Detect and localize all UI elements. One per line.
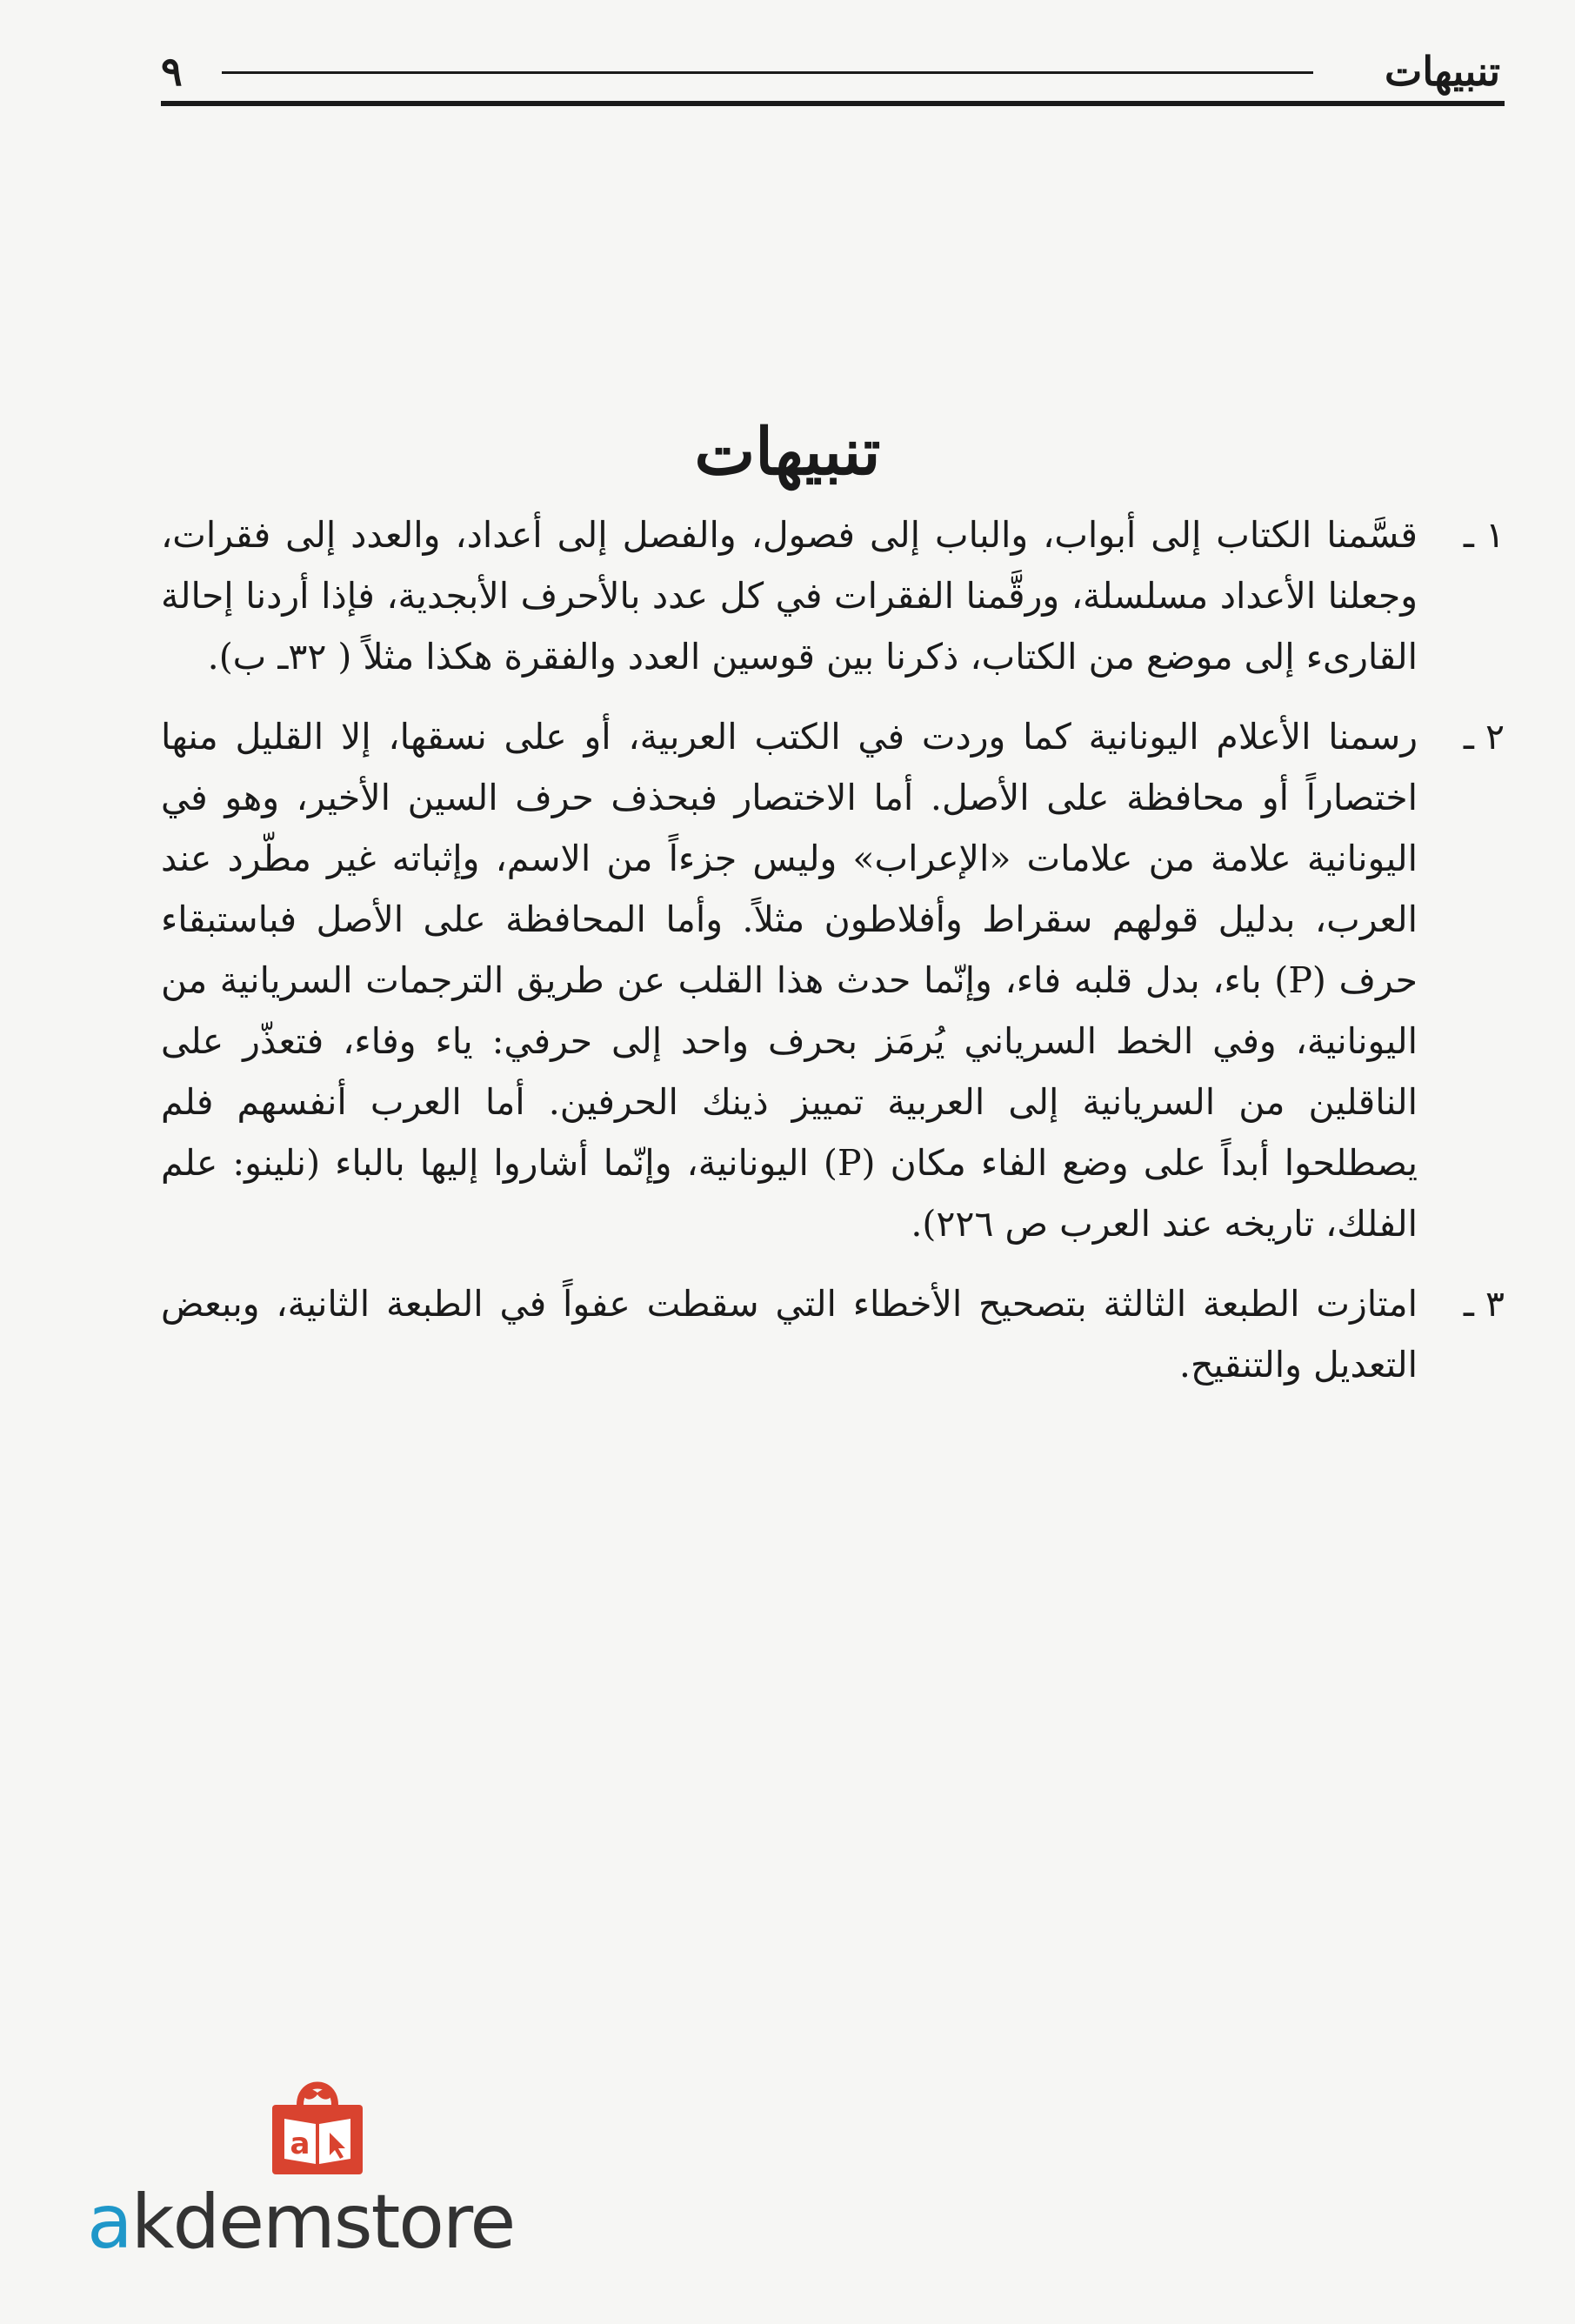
- note-number: ١ ـ: [1463, 514, 1505, 556]
- logo-wordmark: akdemstore: [87, 2179, 515, 2266]
- header-dash-line: [222, 71, 1313, 74]
- note-text: رسمنا الأعلام اليونانية كما وردت في الكتب العربية، أو على نسقها، إلا القليل منها اختصاراً أو محافظة على الأصل. أما الاختصار فبحذف حرف السين الأخير، وهو في اليونانية علامة من علامات «الإعراب» وليس جزءاً من الاسم، وإثباته غير مطّرد عند العرب، بدليل قولهم سقراط وأفلاطون مثلاً. وأما المحافظة على الأصل فباستبقاء حرف (P) باء، بدل قلبه فاء، وإنّما حدث هذا القلب عن طريق الترجمات السريانية من اليونانية، وفي الخط السرياني يُرمَز بحرف واحد إلى حرفي: ياء وفاء، فتعذّر على الناقلين من السريانية إلى العربية تمييز ذينك الحرفين. أما العرب أنفسهم فلم يصطلحوا أبداً على وضع الفاء مكان (P) اليونانية، وإنّما أشاروا إليها بالباء (نلينو: علم الفلك، تاريخه عند العرب ص ٢٢٦).: [161, 716, 1418, 1245]
- akdemstore-logo: [87, 2070, 574, 2279]
- note-text: امتازت الطبعة الثالثة بتصحيح الأخطاء التي سقطت عفواً في الطبعة الثانية، وببعض التعديل والتنقيح.: [161, 1283, 1418, 1386]
- running-header: [161, 35, 1500, 104]
- note-item: [161, 706, 1505, 1254]
- note-item: [161, 504, 1505, 687]
- note-number: ٢ ـ: [1463, 716, 1505, 758]
- running-header-title: تنبيهات: [1385, 48, 1500, 95]
- notes-list: [161, 504, 1505, 1414]
- book-bag-icon: [265, 2070, 370, 2179]
- note-text: قسَّمنا الكتاب إلى أبواب، والباب إلى فصول، والفصل إلى أعداد، والعدد إلى فقرات، وجعلنا الأعداد مسلسلة، ورقَّمنا الفقرات في كل عدد بالأحرف الأبجدية، فإذا أردنا إحالة القارىء إلى موضع من الكتاب، ذكرنا بين قوسين العدد والفقرة هكذا مثلاً ( ٣٢ـ ب).: [161, 514, 1418, 678]
- page-number: ٩: [161, 48, 183, 95]
- note-item: [161, 1273, 1505, 1395]
- header-rule: [161, 101, 1505, 106]
- svg-text:a: a: [290, 2127, 310, 2161]
- page-heading: تنبيهات: [694, 414, 881, 490]
- note-number: ٣ ـ: [1463, 1283, 1505, 1325]
